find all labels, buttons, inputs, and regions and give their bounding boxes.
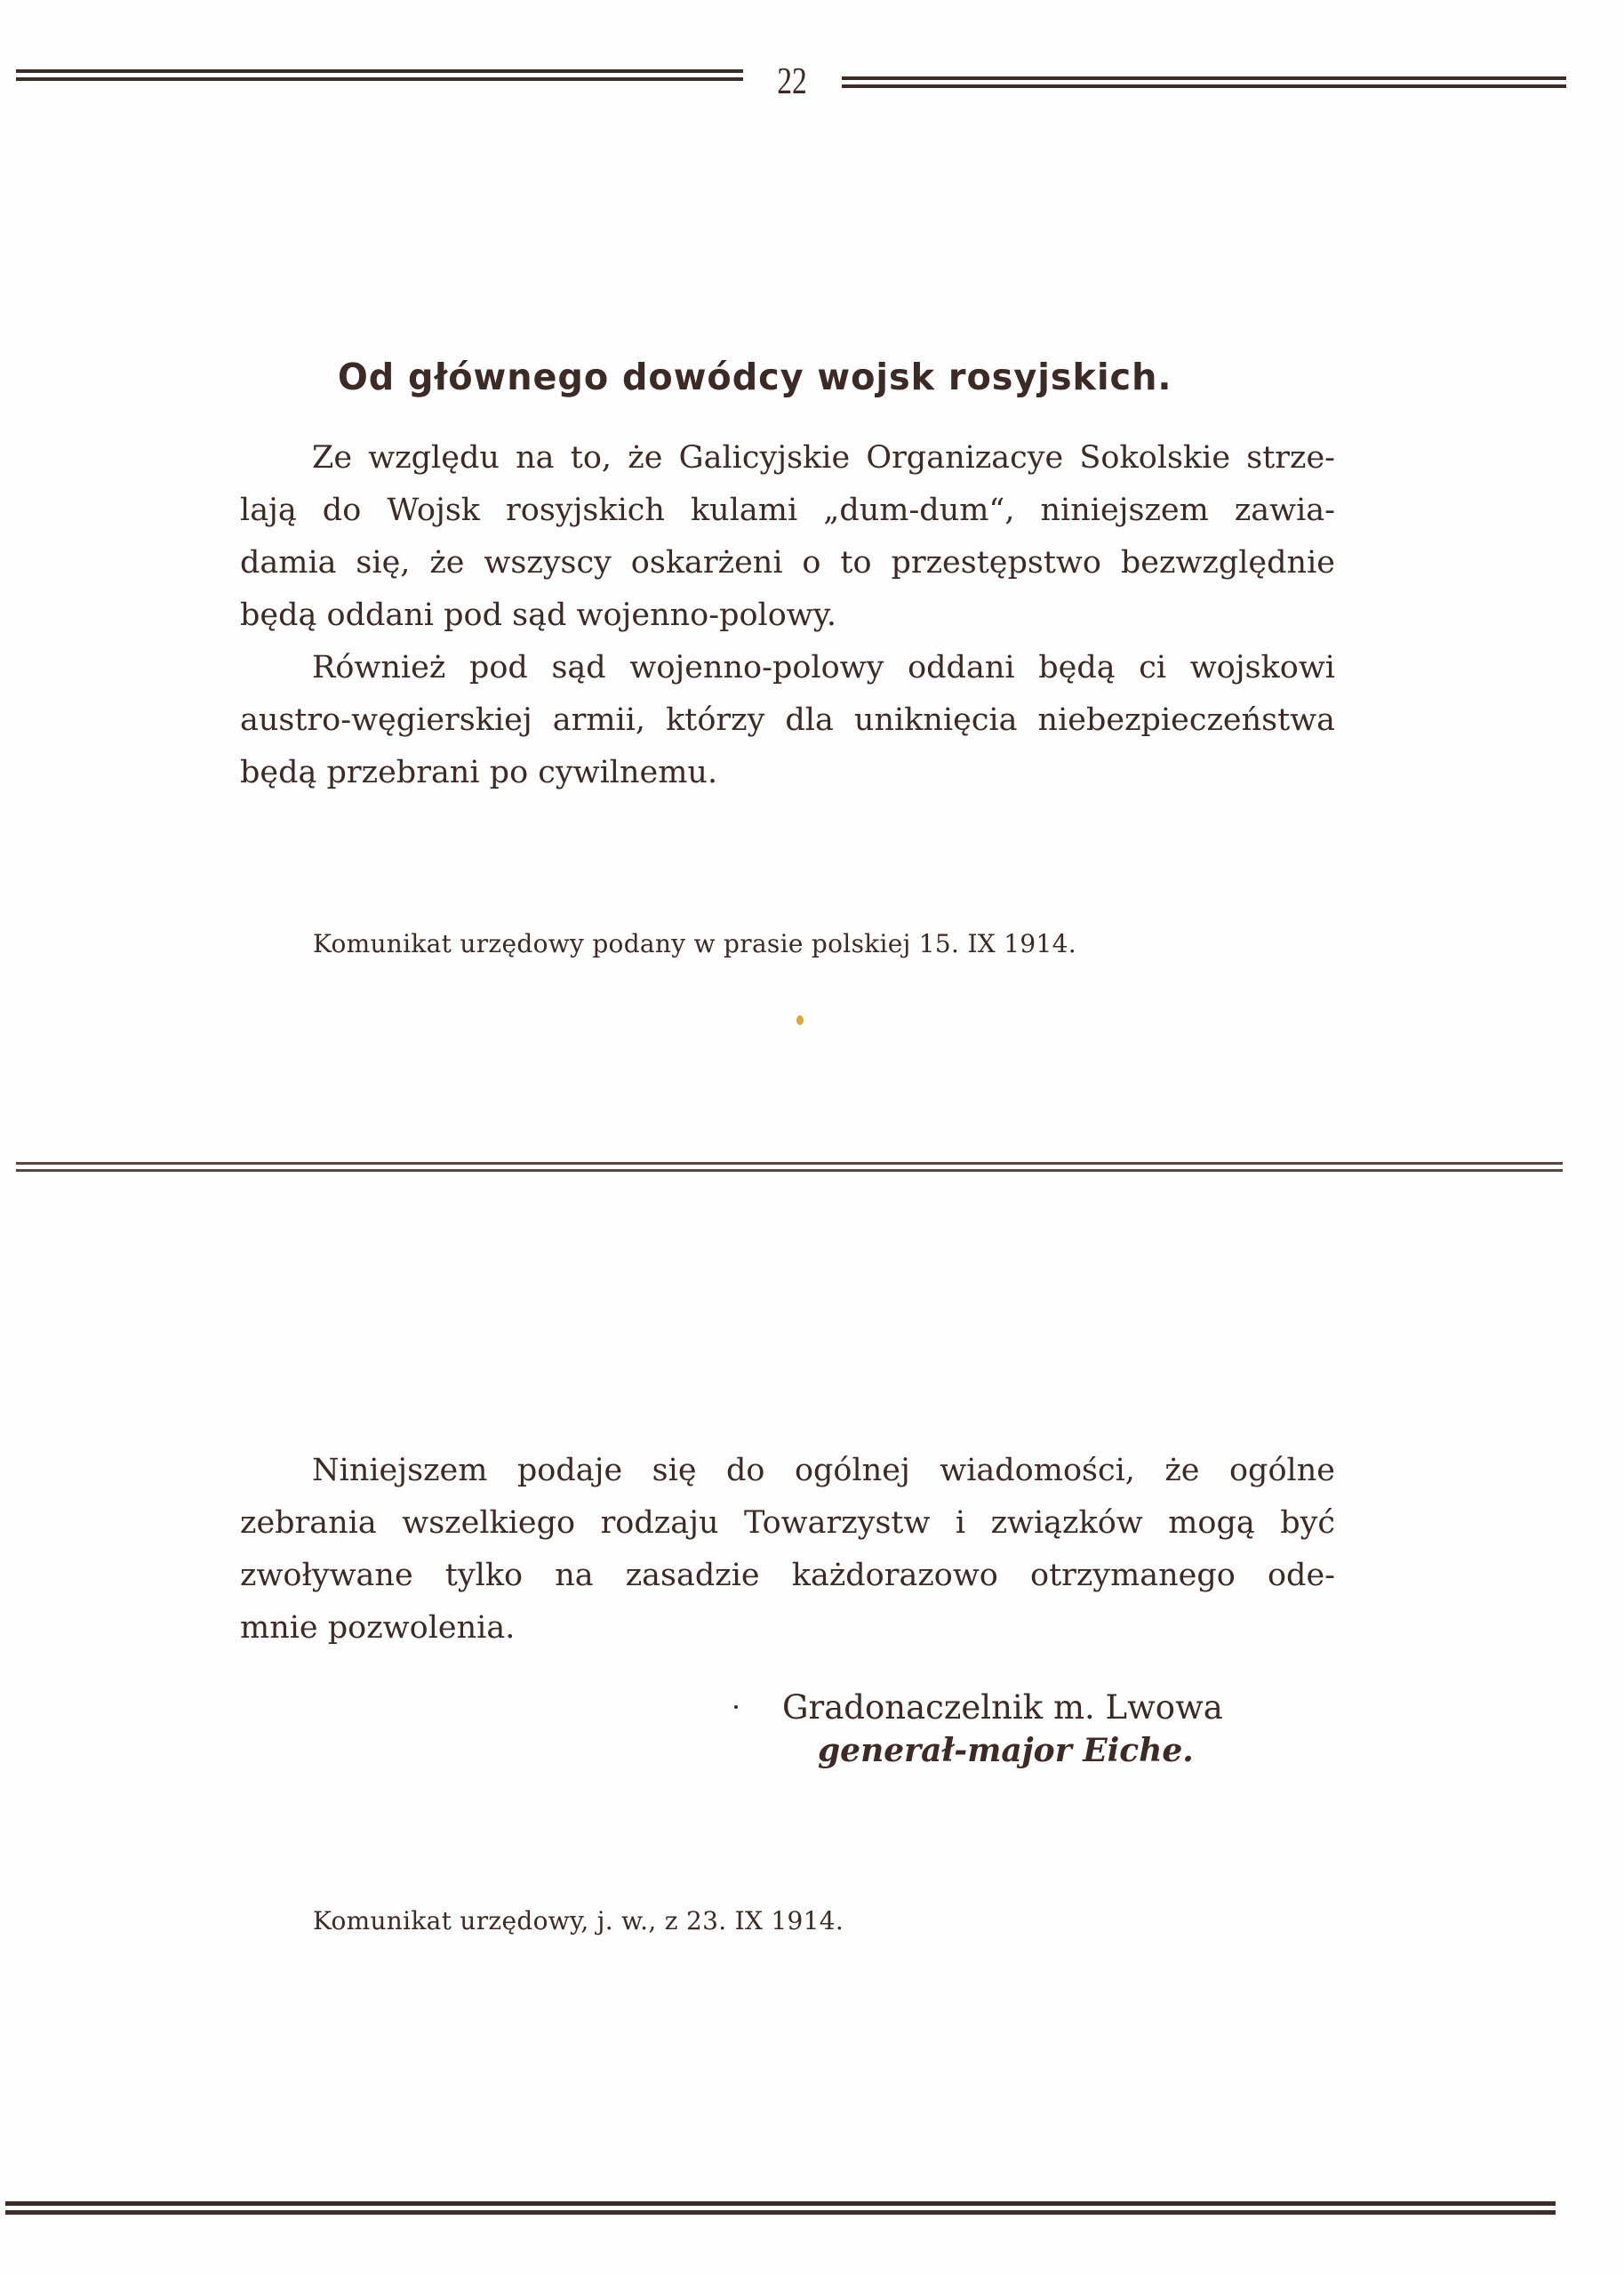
text-line: mnie pozwolenia. [240, 1610, 516, 1646]
order-paragraph-2 [240, 642, 1335, 799]
text-line: damia się, że wszyscy oskarżeni o to przestępstwo bezwzględnie [240, 545, 1335, 581]
page-number: 22 [777, 61, 807, 102]
text-line: zebrania wszelkiego rodzaju Towarzystw i związków mogą być [240, 1505, 1335, 1541]
text-line: Ze względu na to, że Galicyjskie Organizacye Sokolskie strze- [312, 440, 1335, 476]
text-line: zwoływane tylko na zasadzie każdorazowo otrzymanego ode- [240, 1558, 1335, 1593]
paper-speck [734, 1705, 738, 1709]
text-line: austro-węgierskiej armii, którzy dla uniknięcia niebezpieczeństwa [240, 702, 1335, 738]
paper-speck [796, 1015, 804, 1025]
section-title: Od głównego dowódcy wojsk rosyjskich. [338, 356, 1172, 399]
text-line: Niniejszem podaje się do ogólnej wiadomości, że ogólne [312, 1453, 1335, 1488]
source-note-1: Komunikat urzędowy podany w prasie polskiej 15. IX 1914. [313, 929, 1076, 958]
signature-office: Gradonaczelnik m. Lwowa [782, 1688, 1223, 1727]
text-line: Również pod sąd wojenno-polowy oddani będą ci wojskowi [312, 650, 1335, 685]
signature-name: generał-major Eiche. [818, 1732, 1194, 1769]
text-line: będą oddani pod sąd wojenno-polowy. [240, 597, 837, 633]
notice-paragraph [240, 1445, 1335, 1655]
source-note-2: Komunikat urzędowy, j. w., z 23. IX 1914. [313, 1906, 844, 1935]
text-line: lają do Wojsk rosyjskich kulami „dum-dum“, niniejszem zawia- [240, 493, 1335, 528]
order-paragraph-1 [240, 432, 1335, 642]
text-line: będą przebrani po cywilnemu. [240, 755, 718, 790]
